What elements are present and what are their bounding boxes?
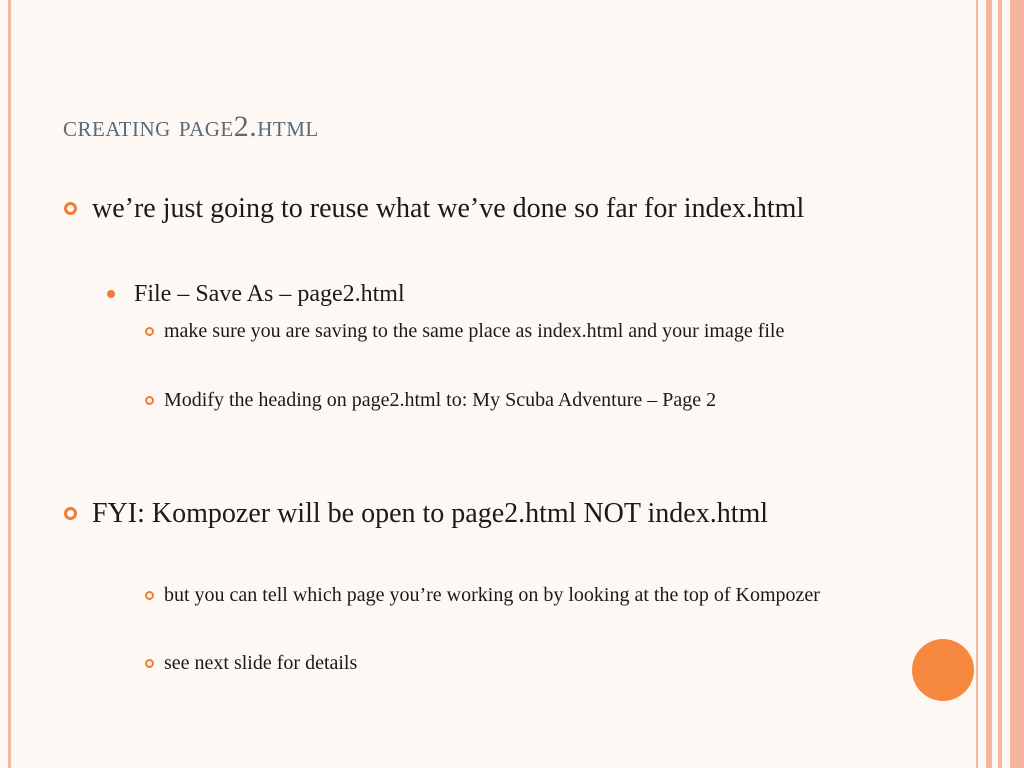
bullet-level1: FYI: Kompozer will be open to page2.html NOT index.html xyxy=(92,498,769,529)
bullet-ring-icon xyxy=(145,659,154,668)
bullet-ring-icon xyxy=(145,591,154,600)
stripe xyxy=(976,0,978,768)
bullet-ring-icon xyxy=(145,396,154,405)
left-border-line xyxy=(8,0,11,768)
bullet-level3: Modify the heading on page2.html to: My Scuba Adventure – Page 2 xyxy=(164,389,717,411)
right-decorative-stripes xyxy=(976,0,1024,768)
stripe xyxy=(1010,0,1024,768)
bullet-ring-icon xyxy=(64,507,77,520)
bullet-level3: but you can tell which page you’re working on by looking at the top of Kompozer xyxy=(164,584,820,606)
bullet-level2: File – Save As – page2.html xyxy=(134,281,405,307)
bullet-level3: see next slide for details xyxy=(164,652,358,674)
stripe xyxy=(986,0,992,768)
bullet-ring-icon xyxy=(145,327,154,336)
bullet-level3: make sure you are saving to the same place as index.html and your image file xyxy=(164,320,785,342)
slide-title: creating page2.html xyxy=(63,110,319,143)
bullet-level1: we’re just going to reuse what we’ve done so far for index.html xyxy=(92,193,805,224)
decorative-orange-circle xyxy=(912,639,974,701)
stripe xyxy=(998,0,1002,768)
bullet-ring-icon xyxy=(64,202,77,215)
bullet-dot-icon xyxy=(107,290,115,298)
